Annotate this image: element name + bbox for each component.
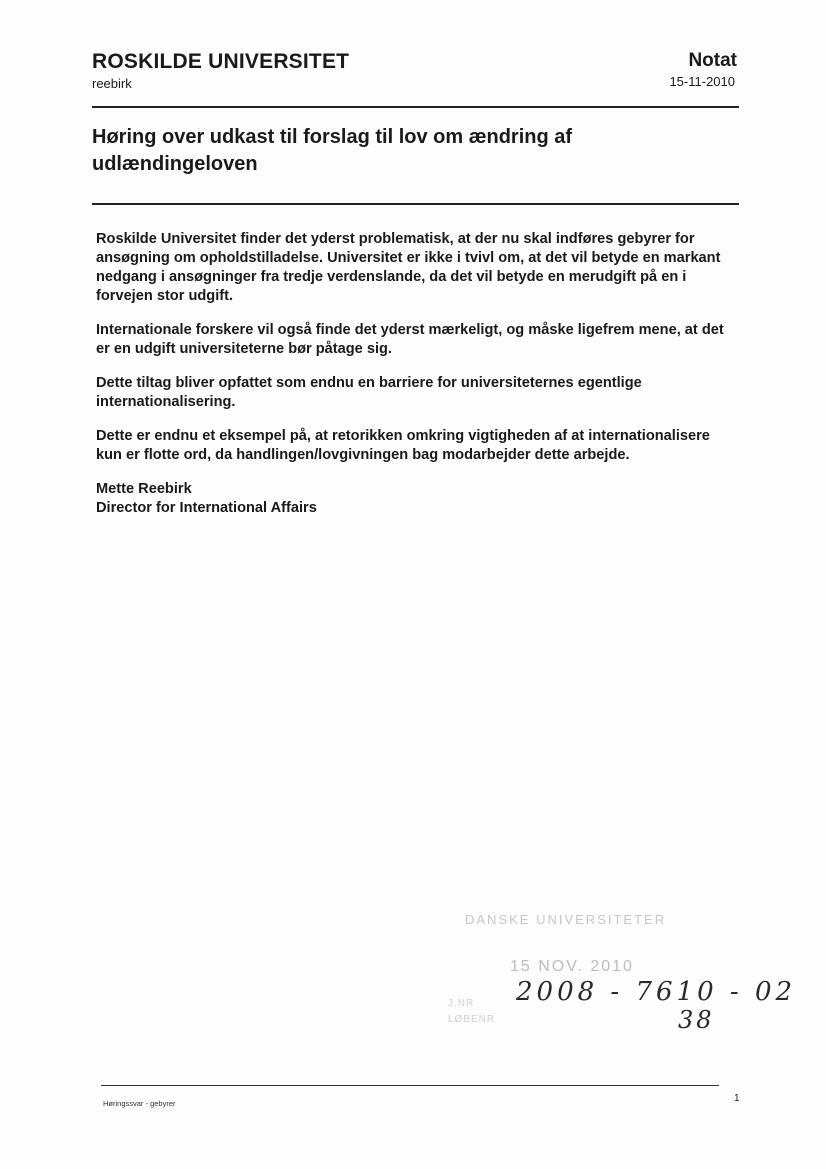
author-initials: reebirk [92, 76, 132, 91]
stamp-journal-label: J.NR [448, 998, 475, 1009]
footer-divider [101, 1085, 719, 1086]
handwritten-case-number: 2008 - 7610 - 02 [516, 977, 797, 1007]
handwritten-sub-number: 38 [678, 1006, 715, 1034]
header-divider [92, 106, 739, 108]
document-date: 15-11-2010 [669, 74, 735, 89]
signature-block [96, 480, 736, 518]
stamp-serial-label: LØBENR [448, 1014, 496, 1025]
signature-name: Mette Reebirk [96, 481, 192, 497]
received-stamp-date: 15 NOV. 2010 [510, 958, 634, 975]
body-paragraph: Dette er endnu et eksempel på, at retorikken omkring vigtigheden af at internationalisere kun er flotte ord, da handlingen/lovgivningen bag modarbejder dette arbejde. [96, 428, 710, 463]
received-stamp-organization: DANSKE UNIVERSITETER [465, 912, 667, 927]
page-number: 1 [734, 1093, 740, 1104]
document-type: Notat [688, 50, 737, 71]
organization-name: ROSKILDE UNIVERSITET [92, 50, 350, 73]
body-paragraph: Internationale forskere vil også finde det yderst mærkeligt, og måske ligefrem mene, at det er en udgift universiteterne bør påtage sig. [96, 322, 724, 357]
footer-label: Høringssvar - gebyrer [103, 1099, 176, 1108]
body-paragraph: Roskilde Universitet finder det yderst problematisk, at der nu skal indføres gebyrer for ansøgning om opholdstilladelse. Universitet er ikke i tvivl om, at det vil betyde en markant nedgang i ansøgninger fra tredje verdenslande, da det vil betyde en merudgift på en i forvejen stor udgift. [96, 231, 721, 304]
signature-title: Director for International Affairs [96, 500, 317, 516]
title-divider [92, 203, 739, 205]
body-paragraph: Dette tiltag bliver opfattet som endnu en barriere for universiteternes egentlige internationalisering. [96, 375, 642, 410]
document-title: Høring over udkast til forslag til lov om ændring af udlændingeloven [92, 126, 573, 175]
document-body [96, 230, 736, 518]
